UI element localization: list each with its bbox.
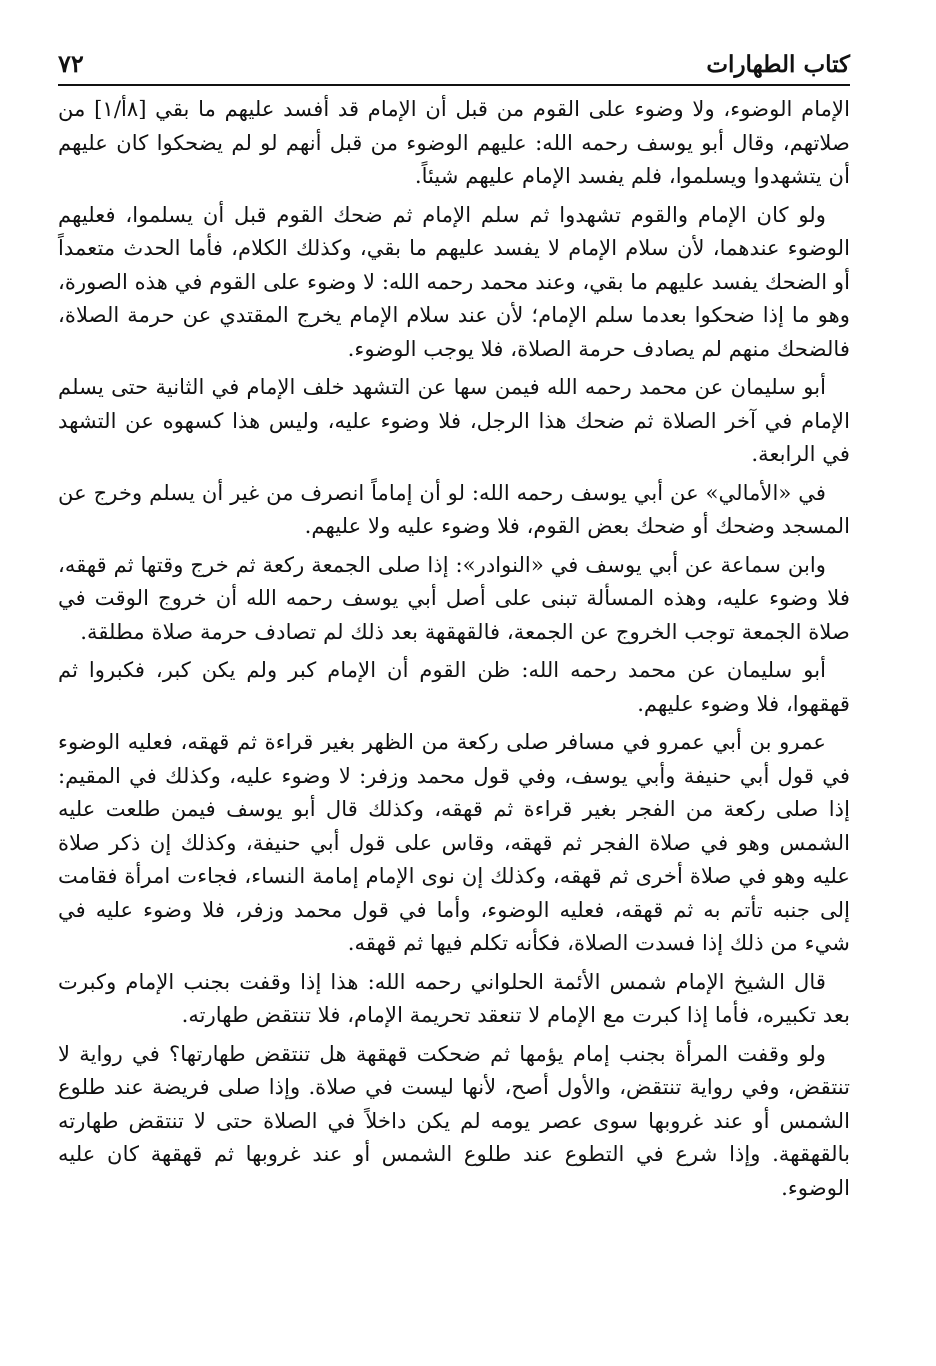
paragraph: عمرو بن أبي عمرو في مسافر صلى ركعة من الظهر بغير قراءة ثم قهقه، فعليه الوضوء في قول أبي حنيفة وأبي يوسف، وفي قول محمد وزفر: لا وضوء عليه، وكذلك في المقيم: إذا صلى ركعة من الفجر بغير قراءة ثم قهقه، وكذلك قال أبو يوسف فيمن طلعت عليه الشمس وهو في صلاة الفجر ثم قهقه، وقاس على قول أبي حنيفة، وكذلك إن ذكر صلاة عليه وهو في صلاة أخرى ثم قهقه، وكذلك إن نوى الإمام إمامة النساء، فجاءت امرأة فقامت إلى جنبه تأتم به ثم قهقه، فعليه الوضوء، وأما في قول محمد وزفر، فلا وضوء عليه في شيء من ذلك إذا فسدت الصلاة، فكأنه تكلم فيها ثم قهقه. bbox=[58, 729, 850, 955]
page-body bbox=[58, 92, 850, 1209]
page-header bbox=[58, 38, 850, 86]
paragraph: ولو كان الإمام والقوم تشهدوا ثم سلم الإمام ثم ضحك القوم قبل أن يسلموا، فعليهم الوضوء عندهما، لأن سلام الإمام لا يفسد عليهم ما بقي، وكذلك الكلام، فأما الحدث متعمداً أو الضحك يفسد عليهم ما بقي، وعند محمد رحمه الله: لا وضوء على القوم في هذه الصورة، وهو ما إذا ضحكوا بعدما سلم الإمام؛ لأن عند سلام الإمام يخرج المقتدي عن حرمة الصلاة، فالضحك منهم لم يصادف حرمة الصلاة، فلا يوجب الوضوء. bbox=[58, 201, 850, 361]
page-number: ٧٢ bbox=[58, 49, 84, 78]
paragraph: في «الأمالي» عن أبي يوسف رحمه الله: لو أن إماماً انصرف من غير أن يسلم وخرج عن المسجد وضحك أو ضحك بعض القوم، فلا وضوء عليه ولا عليهم. bbox=[58, 479, 850, 538]
paragraph: الإمام الوضوء، ولا وضوء على القوم من قبل أن الإمام قد أفسد عليهم ما بقي [٨أ/١] من صلاتهم، وقال أبو يوسف رحمه الله: عليهم الوضوء من قبل أنهم لو لم يضحكوا كان عليهم أن يتشهدوا ويسلموا، فلم يفسد الإمام عليهم شيئاً. bbox=[58, 96, 850, 188]
paragraph: أبو سليمان عن محمد رحمه الله: ظن القوم أن الإمام كبر ولم يكن كبر، فكبروا ثم قهقهوا، فلا وضوء عليهم. bbox=[58, 657, 850, 716]
paragraph: أبو سليمان عن محمد رحمه الله فيمن سها عن التشهد خلف الإمام في الثانية حتى يسلم الإمام في آخر الصلاة ثم ضحك هذا الرجل، فلا وضوء عليه، وليس هذا كسهوه عن التشهد في الرابعة. bbox=[58, 374, 850, 466]
paragraph: ولو وقفت المرأة بجنب إمام يؤمها ثم ضحكت قهقهة هل تنتقض طهارتها؟ في رواية لا تنتقض، وفي رواية تنتقض، والأول أصح، لأنها ليست في صلاة. وإذا صلى فريضة عند طلوع الشمس أو عند غروبها سوى عصر يومه لم يكن داخلاً في الصلاة حتى لا تنتقض طهارته بالقهقهة. وإذا شرع في التطوع عند طلوع الشمس أو عند غروبها ثم قهقهة كان عليه الوضوء. bbox=[58, 1040, 850, 1200]
paragraph: قال الشيخ الإمام شمس الأئمة الحلواني رحمه الله: هذا إذا وقفت بجنب الإمام وكبرت بعد تكبيره، فأما إذا كبرت مع الإمام لا تنعقد تحريمة الإمام، فلا تنتقض طهارته. bbox=[58, 968, 850, 1027]
paragraph: وابن سماعة عن أبي يوسف في «النوادر»: إذا صلى الجمعة ركعة ثم خرج وقتها ثم قهقه، فلا وضوء عليه، وهذه المسألة تبنى على أصل أبي يوسف رحمه الله أن خروج الوقت في صلاة الجمعة توجب الخروج عن الجمعة، فالقهقهة بعد ذلك لم تصادف حرمة صلاة مطلقة. bbox=[58, 551, 850, 644]
book-title: كتاب الطهارات bbox=[706, 51, 850, 78]
